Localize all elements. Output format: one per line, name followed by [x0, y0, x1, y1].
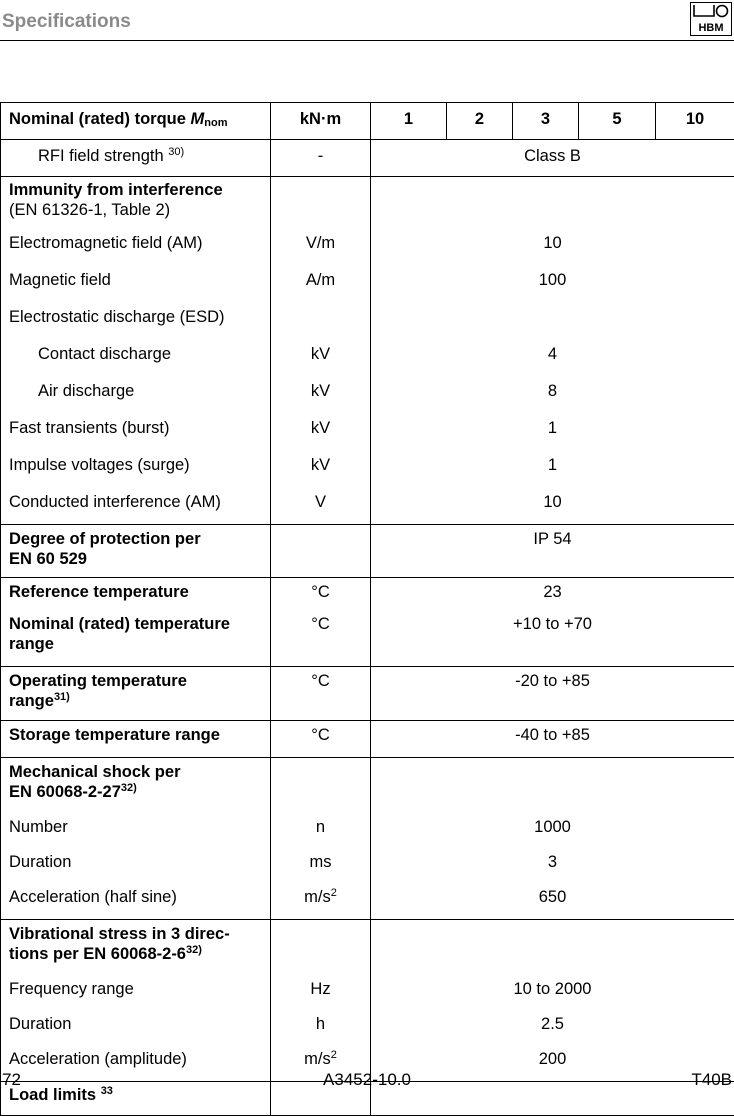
shock-unit: ms	[271, 847, 371, 882]
immunity-unit: kV	[271, 374, 371, 411]
nominal-torque-label: Nominal (rated) torque $M_{nom}$	[1, 103, 271, 140]
torque-value-2: 2	[447, 103, 513, 140]
immunity-label: Contact discharge	[1, 337, 271, 374]
shock-title: Mechanical shock per EN 60068-2-27$^{32)}$	[1, 758, 271, 813]
immunity-row	[1, 411, 734, 448]
rfi-row	[1, 140, 734, 177]
immunity-unit: V	[271, 485, 371, 525]
immunity-value: 100	[371, 263, 734, 300]
immunity-value: 10	[371, 485, 734, 525]
immunity-unit: V/m	[271, 226, 371, 263]
vibration-value: 10 to 2000	[371, 974, 734, 1009]
shock-unit: $m/s^2$	[271, 882, 371, 920]
rfi-label: RFI field strength $^{30)}$	[1, 140, 271, 177]
immunity-unit: kV	[271, 337, 371, 374]
load-limits-label: Load limits $^{33}$	[1, 1082, 271, 1116]
immunity-title: Immunity from interference (EN 61326-1, Table 2)	[1, 177, 271, 227]
immunity-label: Magnetic field	[1, 263, 271, 300]
torque-value-3: 3	[513, 103, 579, 140]
nominal-temp-unit: °C	[271, 612, 371, 667]
vibration-title-row	[1, 920, 734, 975]
shock-label: Number	[1, 812, 271, 847]
operating-temp-label: Operating temperature range$^{31)}$	[1, 667, 271, 721]
vibration-label: Frequency range	[1, 974, 271, 1009]
operating-temp-unit: °C	[271, 667, 371, 721]
shock-value: 1000	[371, 812, 734, 847]
protection-label: Degree of protection per EN 60 529	[1, 525, 271, 578]
immunity-unit: A/m	[271, 263, 371, 300]
hbm-logo	[690, 2, 732, 36]
immunity-label: Electromagnetic field (AM)	[1, 226, 271, 263]
vibration-label: Acceleration (amplitude)	[1, 1044, 271, 1082]
immunity-unit	[271, 300, 371, 337]
vibration-row	[1, 974, 734, 1009]
immunity-row	[1, 448, 734, 485]
shock-unit: n	[271, 812, 371, 847]
protection-row	[1, 525, 734, 578]
immunity-title-row	[1, 177, 734, 227]
storage-temp-label: Storage temperature range	[1, 721, 271, 758]
immunity-unit: kV	[271, 411, 371, 448]
immunity-row	[1, 300, 734, 337]
immunity-label: Air discharge	[1, 374, 271, 411]
shock-label: Duration	[1, 847, 271, 882]
immunity-value: 4	[371, 337, 734, 374]
torque-value-5: 10	[656, 103, 734, 140]
immunity-row	[1, 485, 734, 525]
immunity-value: 8	[371, 374, 734, 411]
reference-temp-label: Reference temperature	[1, 578, 271, 613]
torque-value-1: 1	[371, 103, 447, 140]
vibration-title: Vibrational stress in 3 direc- tions per EN 60068-2-6$^{32)}$	[1, 920, 271, 975]
shock-value: 650	[371, 882, 734, 920]
immunity-label: Impulse voltages (surge)	[1, 448, 271, 485]
vibration-unit: Hz	[271, 974, 371, 1009]
immunity-row	[1, 263, 734, 300]
rfi-unit: -	[271, 140, 371, 177]
shock-label: Acceleration (half sine)	[1, 882, 271, 920]
footer-page-number: 72	[2, 1070, 21, 1090]
shock-row	[1, 882, 734, 920]
shock-value: 3	[371, 847, 734, 882]
shock-row	[1, 812, 734, 847]
nominal-temp-row	[1, 612, 734, 667]
vibration-value: 2.5	[371, 1009, 734, 1044]
immunity-row	[1, 337, 734, 374]
reference-temp-value: 23	[371, 578, 734, 613]
operating-temp-value: -20 to +85	[371, 667, 734, 721]
nominal-torque-row	[1, 103, 734, 140]
page-header-title: Specifications	[2, 11, 131, 33]
nominal-torque-unit: kN·m	[271, 103, 371, 140]
nominal-temp-value: +10 to +70	[371, 612, 734, 667]
shock-row	[1, 847, 734, 882]
reference-temp-unit: °C	[271, 578, 371, 613]
footer-product-name: T40B	[691, 1070, 732, 1090]
shock-title-row	[1, 758, 734, 813]
vibration-value: 200	[371, 1044, 734, 1082]
immunity-label: Electrostatic discharge (ESD)	[1, 300, 271, 337]
footer-document-number: A3452-10.0	[0, 1070, 734, 1090]
storage-temp-value: -40 to +85	[371, 721, 734, 758]
vibration-row	[1, 1009, 734, 1044]
immunity-value: 1	[371, 411, 734, 448]
hbm-logo-text: HBM	[698, 22, 723, 34]
immunity-label: Conducted interference (AM)	[1, 485, 271, 525]
immunity-value: 10	[371, 226, 734, 263]
nominal-temp-label: Nominal (rated) temperature range	[1, 612, 271, 667]
immunity-row	[1, 374, 734, 411]
vibration-label: Duration	[1, 1009, 271, 1044]
immunity-label: Fast transients (burst)	[1, 411, 271, 448]
operating-temp-row	[1, 667, 734, 721]
immunity-value: 1	[371, 448, 734, 485]
storage-temp-row	[1, 721, 734, 758]
vibration-unit: h	[271, 1009, 371, 1044]
storage-temp-unit: °C	[271, 721, 371, 758]
torque-value-4: 5	[579, 103, 656, 140]
vibration-unit: $m/s^2$	[271, 1044, 371, 1082]
immunity-unit: kV	[271, 448, 371, 485]
specifications-table	[0, 102, 734, 1116]
rfi-value: Class B	[371, 140, 734, 177]
protection-value: IP 54	[371, 525, 734, 578]
reference-temp-row	[1, 578, 734, 613]
header-rule	[0, 40, 734, 41]
immunity-value	[371, 300, 734, 337]
immunity-row	[1, 226, 734, 263]
